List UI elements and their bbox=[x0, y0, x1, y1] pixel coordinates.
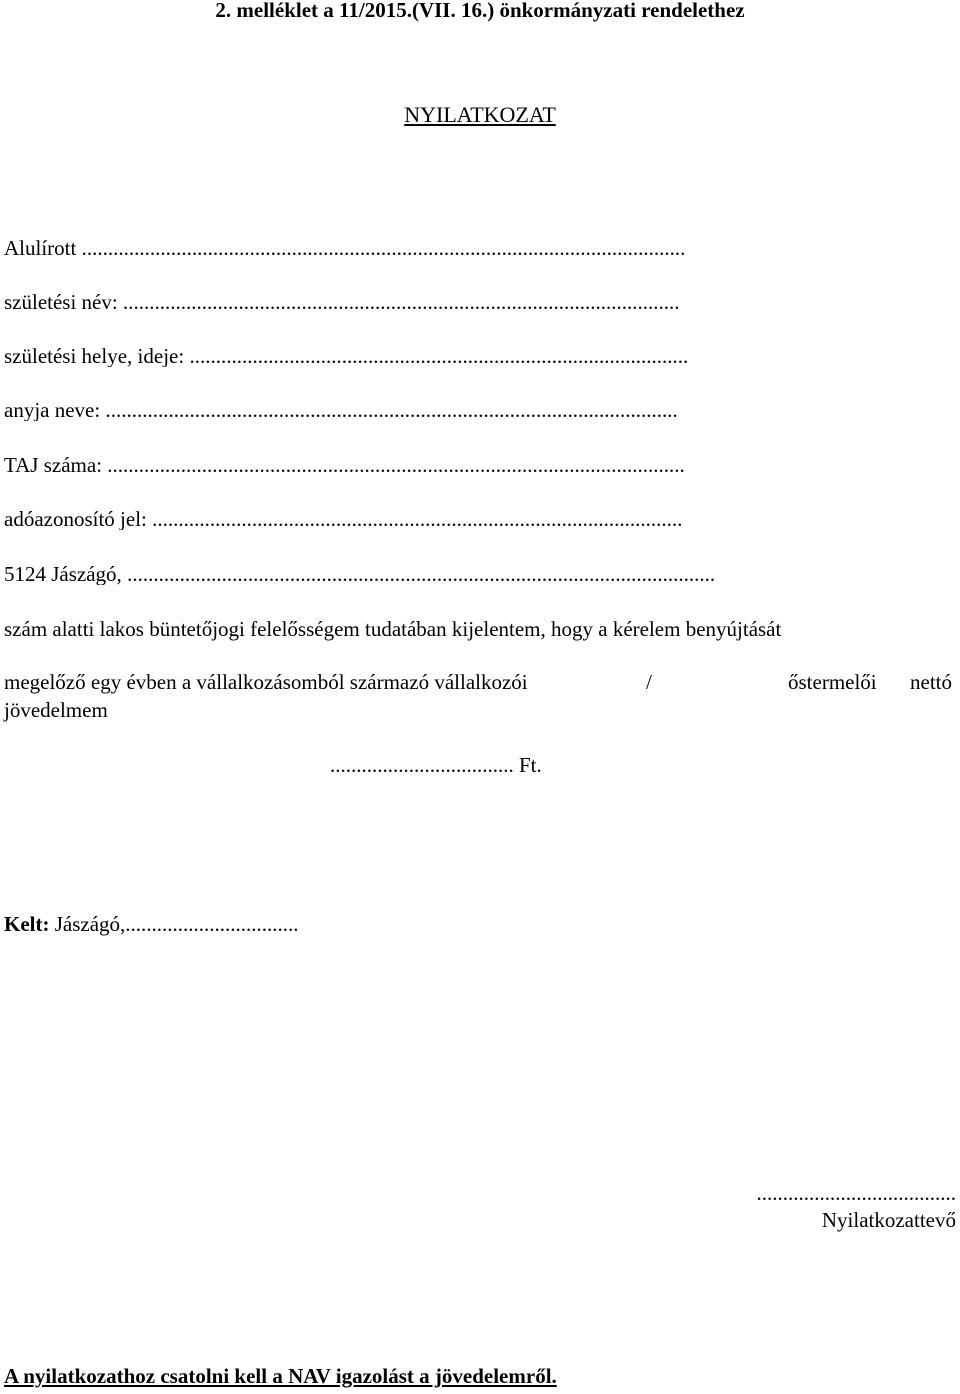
field-dots: ............................................................................................................. bbox=[105, 400, 678, 421]
field-szuletesi-helye-ideje[interactable] bbox=[4, 346, 956, 367]
field-dots: .......................................................................................................... bbox=[122, 292, 680, 313]
field-adoazonosito-jel[interactable] bbox=[4, 509, 956, 530]
amount-field[interactable] bbox=[330, 755, 542, 776]
amount-dots: ................................... bbox=[330, 753, 514, 777]
declaration-line-3: jövedelmem bbox=[4, 698, 108, 722]
field-label: születési név: bbox=[4, 292, 118, 313]
kelt-line[interactable] bbox=[4, 914, 299, 935]
field-label: születési helye, ideje: bbox=[4, 346, 185, 367]
declaration-line-2-text: megelőző egy évben a vállalkozásomból származó vállalkozói bbox=[4, 670, 528, 694]
kelt-place: Jászágó, bbox=[54, 912, 126, 936]
field-dots: ............................................................................................... bbox=[189, 346, 689, 367]
declaration-slash: / bbox=[646, 670, 652, 694]
field-dots: .............................................................................................................. bbox=[107, 455, 685, 476]
field-anyja-neve[interactable] bbox=[4, 400, 956, 421]
field-label: TAJ száma: bbox=[4, 455, 103, 476]
amount-currency: Ft. bbox=[519, 753, 542, 777]
declaration-line-1: szám alatti lakos büntetőjogi felelősségem tudatában kijelentem, hogy a kérelem benyújtását bbox=[4, 617, 782, 641]
field-label: 5124 Jászágó, bbox=[4, 564, 122, 585]
signature-label: Nyilatkozattevő bbox=[821, 1208, 956, 1232]
document-title: NYILATKOZAT bbox=[404, 102, 556, 127]
footer-note: A nyilatkozathoz csatolni kell a NAV igazolást a jövedelemről. bbox=[4, 1364, 557, 1388]
field-alulirott[interactable] bbox=[4, 238, 956, 259]
field-dots: ................................................................................................................ bbox=[127, 564, 716, 585]
kelt-dots: ................................. bbox=[125, 912, 299, 936]
field-label: anyja neve: bbox=[4, 400, 101, 421]
field-dots: ..................................................................................................... bbox=[152, 509, 683, 530]
field-szuletesi-nev[interactable] bbox=[4, 292, 956, 313]
field-label: Alulírott bbox=[4, 238, 77, 259]
field-taj-szama[interactable] bbox=[4, 455, 956, 476]
field-lakcim[interactable] bbox=[4, 564, 956, 585]
signature-line[interactable]: ...................................... bbox=[756, 1181, 956, 1205]
annex-header: 2. melléklet a 11/2015.(VII. 16.) önkormányzati rendelethez bbox=[215, 0, 745, 22]
field-dots: ................................................................................................................... bbox=[81, 238, 686, 259]
declaration-netto: nettó bbox=[910, 670, 952, 694]
declaration-ostermeloi: őstermelői bbox=[788, 670, 877, 694]
kelt-label: Kelt: bbox=[4, 912, 50, 936]
field-label: adóazonosító jel: bbox=[4, 509, 147, 530]
